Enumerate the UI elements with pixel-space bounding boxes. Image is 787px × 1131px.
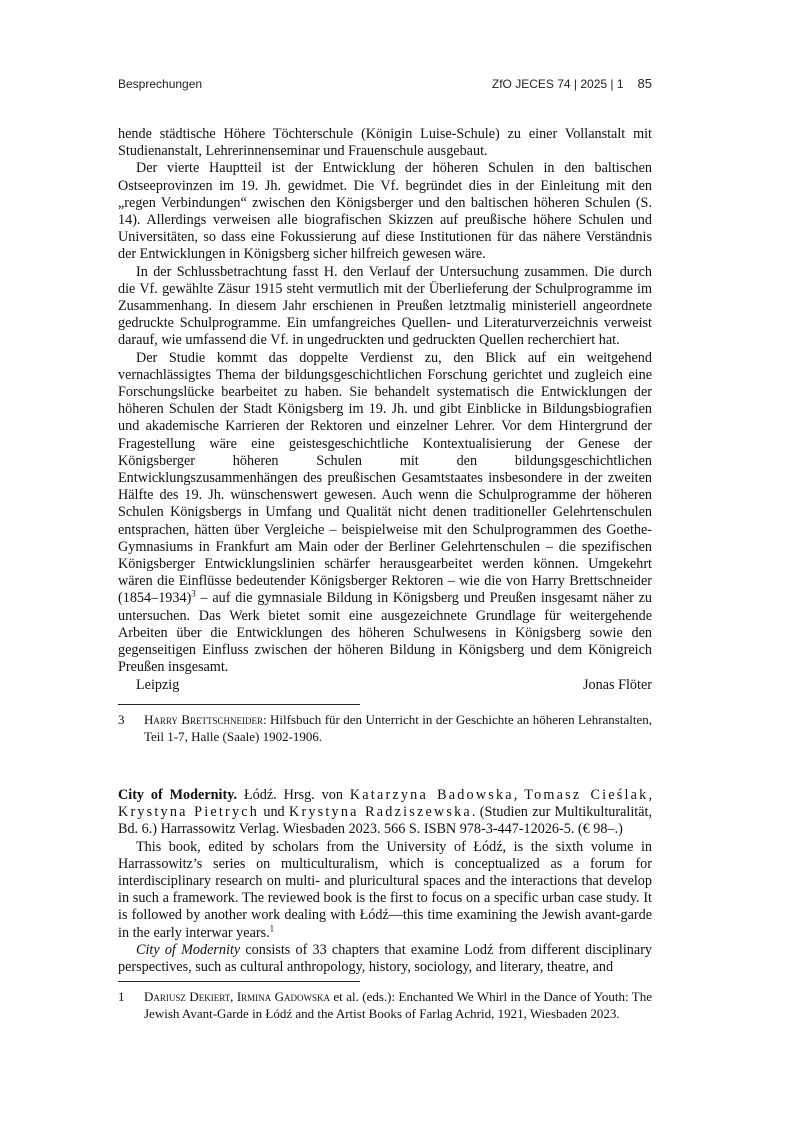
paragraph-text: This book, edited by scholars from the University of Łódź, is the sixth volume in Harrassowitz’s series on multiculturalism, which is conceptualized as a forum for interdisciplinary research on multi- and pluricultural spaces and the interactions that develop in such a framework. The reviewed book is the first to focus on a specific urban case study. It is followed by another work dealing with Łódź—this time examining the Jewish avant-garde in the early interwar years. [118,838,652,941]
footnote-ref: 3 [191,588,196,599]
section-title: Besprechungen [118,77,203,91]
footnote-1 [118,989,652,1023]
review-place: Leipzig [136,676,180,693]
paragraph-text: Der Studie kommt das doppelte Verdienst zu, den Blick auf ein weitgehend vernachlässigtes Thema der bildungsgeschichtlichen Forschung gerichtet und zugleich eine Forschungslücke bearbeitet zu haben. Sie behandelt systematisch die Entwicklungen der höheren Schulen der Stadt Königsberg im 19. Jh. und gibt Einblicke in Bildungsbiografien und akademische Karrieren der Rektoren und einzelner Lehrer. Vor dem Hintergrund der Fragestellung wäre eine geistesgeschichtliche Kontextualisierung der Genese der Königsberger höheren Schulen mit den bildungsgeschichtlichen Entwicklungszusammenhängen des preußischen Gesamtstaates insbesondere in der zweiten Hälfte des 19. Jh. wünschenswert gewesen. Auch wenn die Schulprogramme der höheren Schulen Königsbergs in Umfang und Qualität nicht denen traditioneller Gelehrtenschulen entsprachen, hätten über Vergleiche – beispielweise mit den Schulprogrammen des Goethe-Gymnasiums in Frankfurt am Main oder der Berliner Gelehrtenschulen – die spezifischen Königsberger Entwicklungslinien schärfer herausgearbeitet werden können. Umgekehrt wären die Einflüsse bedeutender Königsberger Rektoren – wie die von Harry Brettschneider (1854–1934) [118,349,652,607]
editor-name: Tomasz Cieślak [524,787,649,803]
footnote-rule [118,704,360,705]
footnote-number: 3 [118,712,125,727]
footnote-text [144,712,652,746]
biblio-text: , [648,787,652,803]
biblio-text: und [259,804,289,821]
biblio-text: Łódź. Hrsg. von [237,787,350,803]
editor-name: Krystyna Radziszewska [289,804,472,821]
footnote-author: Dariusz Dekiert, Irmina Gadowska [144,989,330,1004]
paragraph: Der vierte Hauptteil ist der Entwicklung der höheren Schulen in den baltischen Ostseeprovinzen im 19. Jh. gewidmet. Die Vf. begründet dies in der Einleitung mit den „regen Verbindungen“ zwischen den Königsberger und den baltischen höheren Schulen (S. 14). Allerdings verweisen alle biografischen Skizzen auf preußische höhere Schulen und Universitäten, so dass eine Fokussierung auf diese Institutionen für das nähere Verständnis der Entwicklungen in Königsberg sicher hilfreich gewesen wäre. [118,160,652,263]
biblio-text: , [513,787,525,803]
page-number: 85 [637,76,652,91]
editor-name: Katarzyna Badowska [349,787,514,803]
bibliographic-header [118,787,652,839]
paragraph: hende städtische Höhere Töchterschule (Königin Luise-Schule) zu einer Vollanstalt mit Studienanstalt, Lehrerinnenseminar und Frauenschule ausgebaut. [118,126,652,160]
paragraph [118,839,652,942]
paragraph [118,942,652,976]
footnote-3 [118,712,652,746]
running-header [118,76,652,91]
footnote-text [144,989,652,1023]
book-title-italic: City of Modernity [136,941,241,958]
footnote-author: Harry Brettschneider [144,712,263,727]
biblio-text: . (Studien zur Multikulturalität, Bd. 6.) Harrassowitz Verlag. Wiesbaden 2023. 566 S. ISBN 978-3-447-12026-5. (€ 98–.) [118,804,653,838]
footnote-number: 1 [118,989,125,1004]
journal-issue: ZfO JECES 74 | 2025 | 1 [491,77,624,91]
editor-name: Krystyna Pietrych [118,804,260,821]
book-title: City of Modernity. [118,787,238,803]
paragraph-text: – auf die gymnasiale Bildung in Königsberg und Preußen insgesamt näher zu untersuchen. Das Werk bietet somit eine ausgezeichnete Grundlage für weitergehende Arbeiten über die Entwicklungen des höheren Schulwesens in Königsberg sowie den gegenseitigen Einfluss zwischen der höheren Bildung in Königsberg und dem Königreich Preußen insgesamt. [118,590,652,676]
review-1-body [118,126,652,694]
paragraph: In der Schlussbetrachtung fasst H. den Verlauf der Untersuchung zusammen. Die durch die Vf. gewählte Zäsur 1915 steht vermutlich mit der Überlieferung der Schulprogramme im Zusammenhang. In diesem Jahr erschienen in Preußen letztmalig ministeriell angeordnete gedruckte Schulprogramme. Ein umfangreiches Quellen- und Literaturverzeichnis verweist darauf, wie umfassend die Vf. in ungedruckten und gedruckten Quellen recherchiert hat. [118,263,652,349]
footnote-ref: 1 [269,922,275,933]
paragraph-text: consists of 33 chapters that examine Lodź from different disciplinary perspectives, such as cultural anthropology, history, sociology, and literary, theatre, and [118,941,653,976]
reviewer-name: Jonas Flöter [583,676,652,693]
signature-line [118,677,652,694]
review-2-body [118,787,652,976]
paragraph-conclusion [118,350,652,677]
footnote-rule [118,981,360,982]
footnote-body: et al. (eds.): Enchanted We Whirl in the Dance of Youth: The Jewish Avant-Garde in Łódź and the Artist Books of Farlag Achrid, 1921, Wiesbaden 2023. [144,989,652,1021]
journal-info [492,76,652,91]
footnote-body: : Hilfsbuch für den Unterricht in der Geschichte an höheren Lehranstalten, Teil 1-7, Halle (Saale) 1902-1906. [144,712,652,744]
